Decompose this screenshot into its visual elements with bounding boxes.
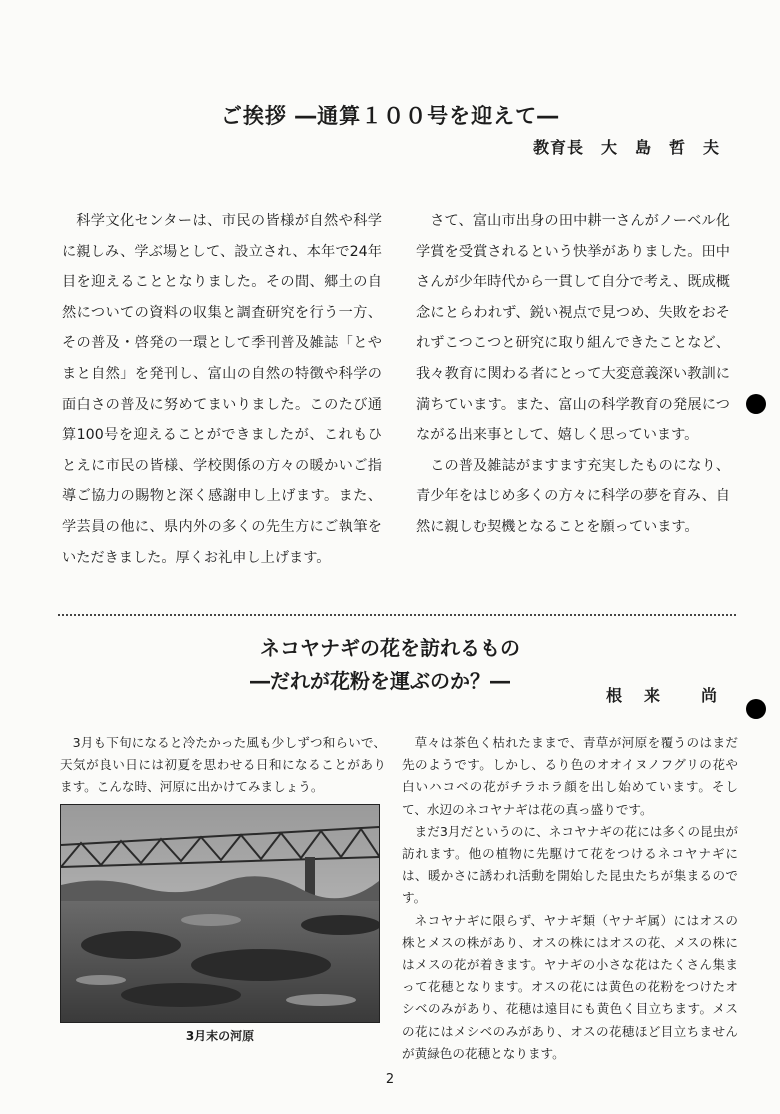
paragraph: ネコヤナギに限らず、ヤナギ類（ヤナギ属）にはオスの株とメスの株があり、オスの株にはオスの花、メスの株にはメスの花が着きます。ヤナギの小さな花はたくさん集まって花穂となります。オスの花には黄色の花粉をつけたオシベのみがあり、花穂は遠目にも黄色く目立ちます。メスの花にはメシベのみがあり、オスの花穂ほど目立ちませんが黄緑色の花穂となります。 — [402, 912, 738, 1061]
article1-column-right — [416, 206, 730, 543]
article1-column-left — [62, 206, 382, 573]
article2-title-main: ネコヤナギの花を訪れるもの — [260, 636, 520, 660]
page-number: 2 — [385, 1072, 395, 1087]
paragraph: 科学文化センターは、市民の皆様が自然や科学に親しみ、学ぶ場として、設立され、本年で24年目を迎えることとなりました。その間、郷土の自然についての資料の収集と調査研究を行う一方、その普及・啓発の一環として季刊普及雑誌「とやまと自然」を発刊し、富山の自然の特徴や科学の面白さの普及に努めてまいりました。このたび通算100号を迎えることができましたが、これもひとえに市民の皆様、学校関係の方々の暖かいご指導ご協力の賜物と深く感謝申し上げます。また、学芸員の他に、県内外の多くの先生方にご執筆をいただきました。厚くお礼申し上げます。 — [62, 213, 382, 566]
article1-title: ご挨拶 ―通算１００号を迎えて― — [220, 104, 560, 128]
photo-caption: 3月末の河原 — [185, 1029, 255, 1043]
riverbank-photo — [60, 804, 380, 1023]
article2-column-left — [60, 732, 386, 799]
paragraph: この普及雑誌がますます充実したものになり、青少年をはじめ多くの方々に科学の夢を育み、自然に親しむ契機となることを願っています。 — [416, 457, 730, 535]
section-divider — [58, 614, 736, 616]
binder-hole-top — [746, 394, 766, 414]
article1-author: 教育長 大 島 哲 夫 — [532, 138, 720, 157]
paragraph: さて、富山市出身の田中耕一さんがノーベル化学賞を受賞されるという快挙がありました。田中さんが少年時代から一貫して自分で考え、既成概念にとらわれず、鋭い視点で見つめ、失敗をおそれずこつこつと研究に取り組んできたことなど、我々教育に関わる者にとって大変意義深い教訓に満ちています。また、富山の科学教育の発展につながる出来事として、嬉しく思っています。 — [416, 213, 730, 444]
article2-author: 根 来 尚 — [605, 686, 720, 705]
article2-column-right — [402, 732, 738, 1065]
paragraph: まだ3月だというのに、ネコヤナギの花には多くの昆虫が訪れます。他の植物に先駆けて花をつけるネコヤナギには、暖かさに誘われ活動を開始した昆虫たちが集まるのです。 — [402, 823, 738, 906]
paragraph: 3月も下旬になると冷たかった風も少しずつ和らいで、天気が良い日には初夏を思わせる日和になることがあります。こんな時、河原に出かけてみましょう。 — [60, 735, 386, 795]
article2-subtitle: ―だれが花粉を運ぶのか？― — [250, 669, 510, 693]
binder-hole-bottom — [746, 699, 766, 719]
paragraph: 草々は茶色く枯れたままで、青草が河原を覆うのはまだ先のようです。しかし、るり色のオオイヌノフグリの花や白いハコベの花がチラホラ顔を出し始めています。そして、水辺のネコヤナギは花の真っ盛りです。 — [402, 735, 738, 817]
riverbank-photo-image — [61, 805, 379, 1022]
